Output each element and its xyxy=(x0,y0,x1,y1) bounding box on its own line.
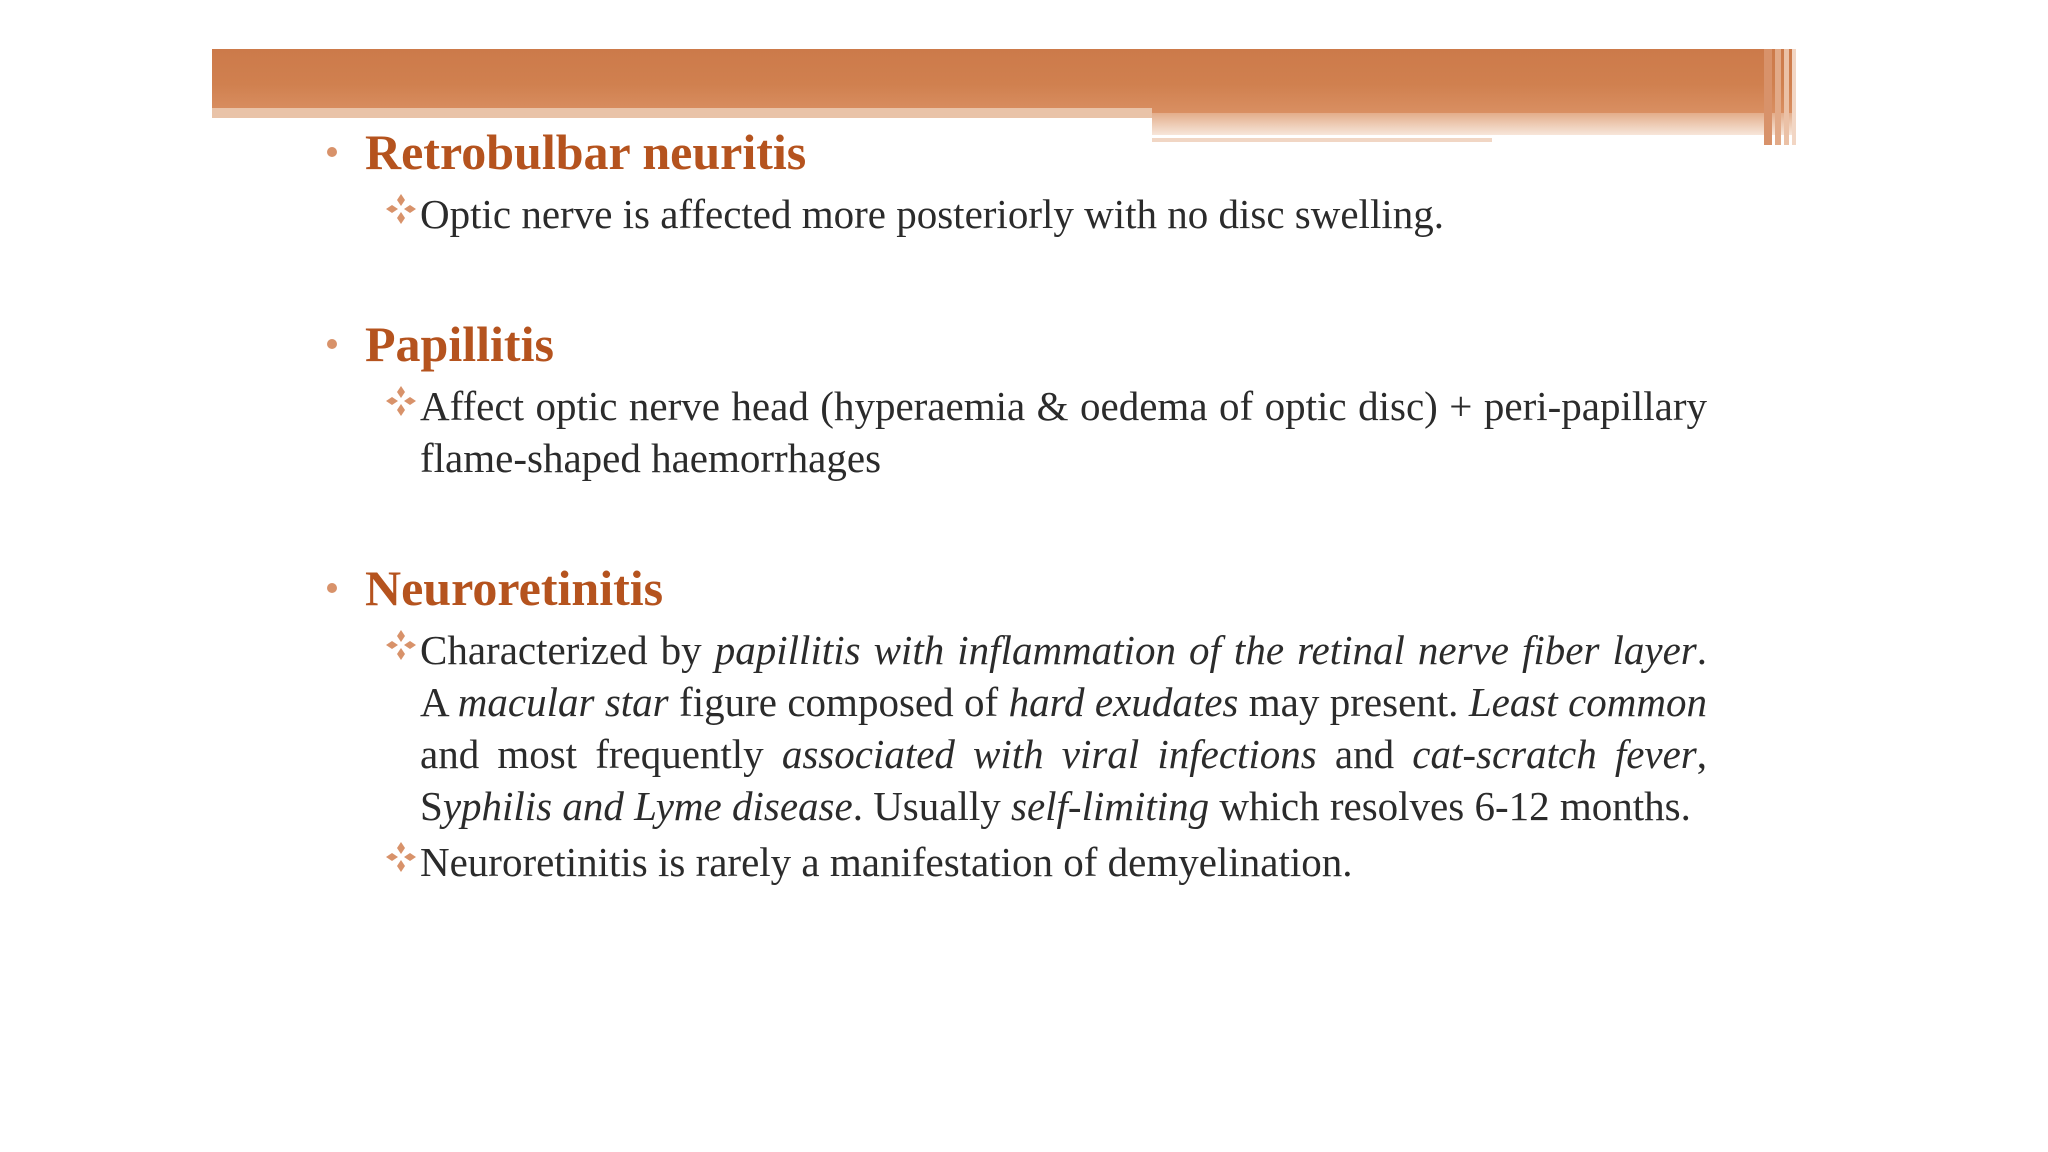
header-stripe xyxy=(1784,49,1789,145)
point-text-run-italic: macular star xyxy=(457,679,669,725)
dot-bullet-icon xyxy=(327,339,337,349)
point-text-run: may present. xyxy=(1238,679,1469,725)
section-heading-text: Neuroretinitis xyxy=(365,560,664,616)
four-diamond-bullet-icon xyxy=(384,384,418,418)
point xyxy=(322,380,1707,484)
point-text-run-italic: Least common xyxy=(1468,679,1708,725)
point-text-run: Characterized by xyxy=(420,627,715,673)
dot-bullet-icon xyxy=(327,583,337,593)
point-text-run-italic: self-limiting xyxy=(1010,783,1210,829)
point xyxy=(322,624,1707,832)
point-text: Affect optic nerve head (hyperaemia & oedema of optic disc) + peri-papillary flame-shaped haemorrhages xyxy=(420,383,1707,481)
point-text-run: which resolves 6-12 months. xyxy=(1209,783,1691,829)
point xyxy=(322,836,1707,888)
header-stripe xyxy=(1775,49,1781,145)
header-stripe xyxy=(1792,49,1796,145)
point-text-run: . A xyxy=(420,627,1708,725)
point-text-run: , S xyxy=(420,731,1708,829)
section-heading-text: Papillitis xyxy=(365,316,554,372)
four-diamond-bullet-icon xyxy=(384,840,418,874)
section-heading xyxy=(322,310,1707,378)
dot-bullet-icon xyxy=(327,147,337,157)
point xyxy=(322,188,1707,240)
point-text-run: and most frequently xyxy=(420,731,782,777)
point-text-run: and xyxy=(1316,731,1413,777)
four-diamond-bullet-icon xyxy=(384,192,418,226)
header-band-underline xyxy=(212,108,1152,118)
point-text: Neuroretinitis is rarely a manifestation of demyelination. xyxy=(420,839,1353,885)
point-text-run: . Usually xyxy=(852,783,1011,829)
slide-content xyxy=(322,118,1707,888)
section-papillitis xyxy=(322,310,1707,484)
point-text-run-italic: yphilis and Lyme disease xyxy=(442,783,853,829)
point-text-run-italic: hard exudates xyxy=(1008,679,1239,725)
point-text-run: figure composed of xyxy=(668,679,1009,725)
section-retrobulbar-neuritis xyxy=(322,118,1707,240)
section-heading xyxy=(322,554,1707,622)
point-text: Optic nerve is affected more posteriorly with no disc swelling. xyxy=(420,191,1444,237)
point-text-run-italic: associated with viral infections xyxy=(781,731,1317,777)
section-heading-text: Retrobulbar neuritis xyxy=(365,124,807,180)
point-text-run-italic: cat-scratch fever xyxy=(1412,731,1697,777)
point-text-run-italic: papillitis with inflammation of the retinal nerve fiber layer xyxy=(714,627,1697,673)
section-neuroretinitis xyxy=(322,554,1707,888)
header-stripe xyxy=(1764,49,1772,145)
header-band xyxy=(212,49,1792,113)
section-heading xyxy=(322,118,1707,186)
four-diamond-bullet-icon xyxy=(384,628,418,662)
